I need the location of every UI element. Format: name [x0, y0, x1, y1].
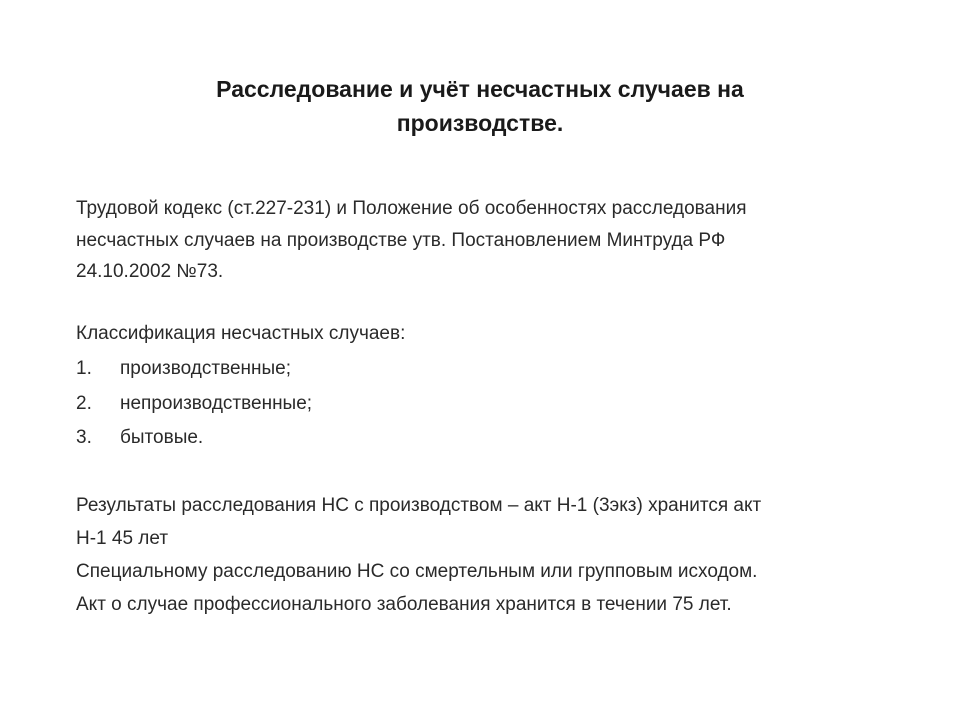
law-line-3: 24.10.2002 №73. — [76, 261, 224, 282]
classification-heading: Классификация несчастных случаев: — [76, 322, 406, 344]
list-item-number: 2. — [76, 392, 92, 414]
results-line-2: Н-1 45 лет — [76, 527, 169, 549]
occupational-disease-act-line: Акт о случае профессионального заболевания хранится в течении 75 лет. — [76, 593, 732, 615]
list-item — [76, 421, 876, 456]
law-line-1: Трудовой кодекс (ст.227-231) и Положение об особенностях расследования — [76, 198, 747, 219]
special-investigation-line: Специальному расследованию НС со смертельным или групповым исходом. — [76, 560, 758, 582]
title-line-1: Расследование и учёт несчастных случаев на — [216, 76, 744, 102]
list-item — [76, 352, 876, 387]
list-item-text: непроизводственные; — [120, 392, 313, 414]
list-item — [76, 387, 876, 422]
list-item-number: 1. — [76, 358, 92, 379]
law-reference — [76, 193, 876, 288]
spacer — [76, 456, 876, 489]
list-item-text: производственные; — [120, 358, 291, 379]
list-item-number: 3. — [76, 427, 92, 448]
list-item-text: бытовые. — [120, 427, 204, 448]
classification-list — [76, 352, 876, 456]
slide-title — [120, 72, 840, 140]
slide-body — [76, 193, 876, 621]
title-line-2: производстве. — [396, 110, 564, 136]
law-line-2: несчастных случаев на производстве утв. Постановлением Минтруда РФ — [76, 229, 726, 251]
results-line-1: Результаты расследования НС с производством – акт Н-1 (3экз) хранится акт — [76, 494, 762, 516]
